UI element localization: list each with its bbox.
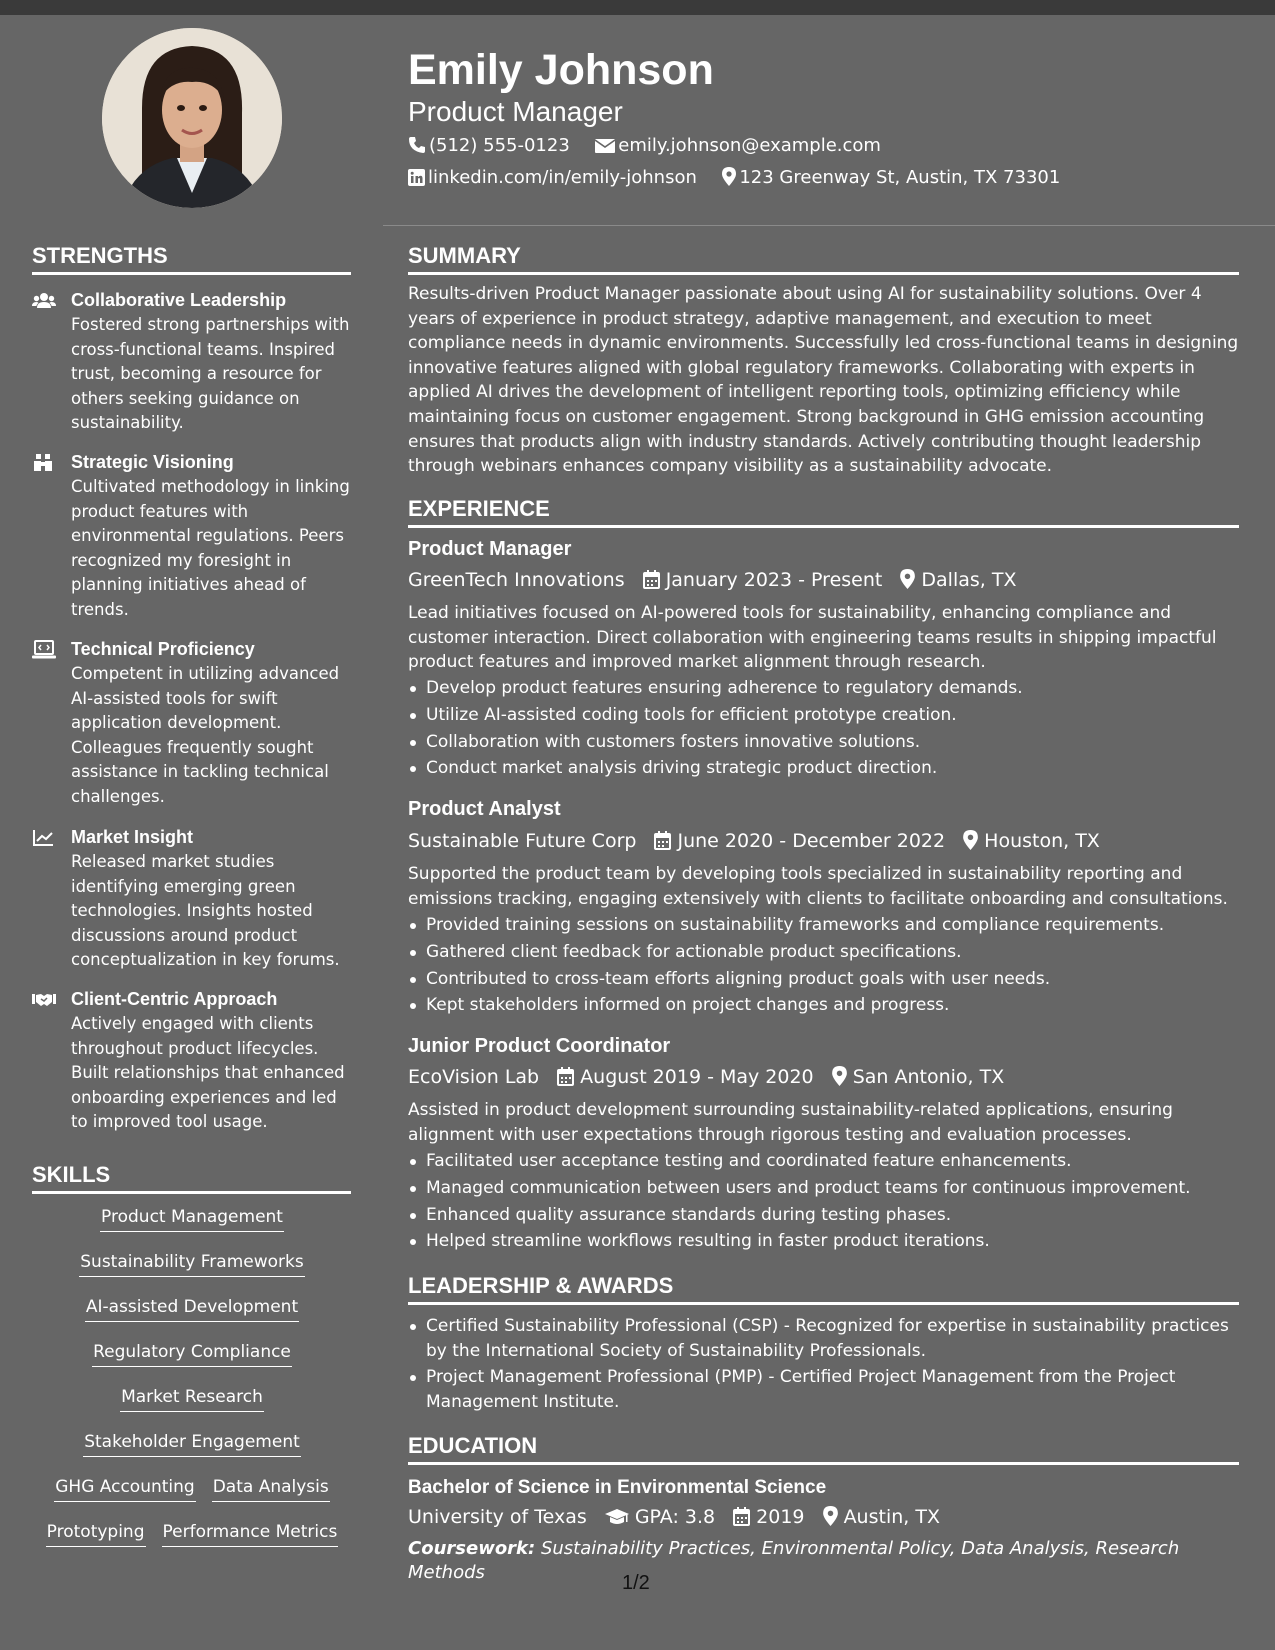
job-location: San Antonio, TX xyxy=(852,1066,1005,1088)
job-bullets xyxy=(408,912,1240,1019)
job-description: Lead initiatives focused on AI-powered tools for sustainability, enhancing compliance and customer interaction. Direct collaboration with engineering teams results in shipping impactful product features and improved market alignment through research. xyxy=(408,603,1217,673)
map-marker-icon xyxy=(963,830,978,850)
strength-title: Market Insight xyxy=(71,827,194,847)
company-name: EcoVision Lab xyxy=(408,1066,540,1088)
skills-list xyxy=(32,1205,352,1565)
school-name: University of Texas xyxy=(408,1506,587,1528)
email-link[interactable]: emily.johnson@example.com xyxy=(618,135,881,156)
job-location: Houston, TX xyxy=(984,830,1100,852)
list-item: Helped streamline workflows resulting in faster product iterations. xyxy=(408,1228,1240,1255)
strength-description: Competent in utilizing advanced AI-assisted tools for swift application development. Colleagues frequently sought assistance in tackling technical challenges. xyxy=(71,664,340,806)
binoculars-icon xyxy=(32,453,56,473)
top-bar xyxy=(0,0,1275,15)
company-name: GreenTech Innovations xyxy=(408,569,625,591)
map-marker-icon xyxy=(832,1066,847,1086)
calendar-icon xyxy=(643,570,660,589)
skill-tag: Sustainability Frameworks xyxy=(79,1250,304,1277)
calendar-icon xyxy=(557,1067,574,1086)
list-item: Kept stakeholders informed on project changes and progress. xyxy=(408,992,1240,1019)
strength-description: Cultivated methodology in linking product features with environmental regulations. Peers recognized my foresight in planning initiatives ahead of trends. xyxy=(71,477,350,619)
awards-list xyxy=(408,1314,1240,1416)
coursework-list: Sustainability Practices, Environmental Policy, Data Analysis, Research Methods xyxy=(408,1538,1180,1583)
skill-tag: Data Analysis xyxy=(212,1475,330,1502)
skill-tag: Product Management xyxy=(100,1205,284,1232)
list-item: Project Management Professional (PMP) - Certified Project Management from the Project Management Institute. xyxy=(408,1365,1240,1414)
phone-icon xyxy=(408,136,426,154)
job-bullets xyxy=(408,1148,1240,1255)
profile-name: Emily Johnson xyxy=(408,46,714,94)
map-marker-icon xyxy=(823,1506,838,1526)
job-location: Dallas, TX xyxy=(921,569,1017,591)
skill-tag: GHG Accounting xyxy=(54,1475,195,1502)
job-description: Assisted in product development surrounding sustainability-related applications, ensuring alignment with user expectations through rigorous testing and evaluation processes. xyxy=(408,1100,1173,1145)
strengths-heading: STRENGTHS xyxy=(32,243,351,275)
job-meta xyxy=(408,1065,1004,1089)
skill-tag: Market Research xyxy=(120,1385,264,1412)
header-divider xyxy=(383,225,1275,226)
skill-tag: AI-assisted Development xyxy=(85,1295,299,1322)
list-item: Develop product features ensuring adherence to regulatory demands. xyxy=(408,675,1240,702)
job-dates: June 2020 - December 2022 xyxy=(677,830,946,852)
coursework xyxy=(408,1537,1188,1585)
list-item: Collaboration with customers fosters innovative solutions. xyxy=(408,729,1240,756)
strength-title: Strategic Visioning xyxy=(71,452,234,472)
profile-title: Product Manager xyxy=(408,96,623,127)
awards-heading: LEADERSHIP & AWARDS xyxy=(408,1273,1239,1305)
handshake-icon xyxy=(32,990,56,1010)
degree-title: Bachelor of Science in Environmental Science xyxy=(408,1477,827,1498)
skills-heading: SKILLS xyxy=(32,1162,351,1194)
education-location: Austin, TX xyxy=(843,1506,940,1528)
strength-description: Released market studies identifying emerging green technologies. Insights hosted discussions around product conceptualization in key forums. xyxy=(71,852,340,970)
strength-description: Fostered strong partnerships with cross-functional teams. Inspired trust, becoming a resource for others seeking guidance on sustainability. xyxy=(71,315,350,433)
contact-row xyxy=(408,167,1060,189)
job-title: Junior Product Coordinator xyxy=(408,1035,671,1057)
skill-tag: Performance Metrics xyxy=(162,1520,339,1547)
job-meta xyxy=(408,829,1100,853)
summary-heading: SUMMARY xyxy=(408,243,1239,275)
job-dates: August 2019 - May 2020 xyxy=(580,1066,814,1088)
strength-description: Actively engaged with clients throughout product lifecycles. Built relationships that enhanced onboarding experiences and led to improved tool usage. xyxy=(71,1014,345,1132)
chart-line-icon xyxy=(32,828,56,848)
list-item: Utilize AI-assisted coding tools for efficient prototype creation. xyxy=(408,702,1240,729)
graduation-cap-icon xyxy=(605,1508,629,1526)
coursework-label: Coursework: xyxy=(408,1538,536,1559)
list-item: Managed communication between users and product teams for continuous improvement. xyxy=(408,1175,1240,1202)
list-item: Gathered client feedback for actionable product specifications. xyxy=(408,939,1240,966)
laptop-code-icon xyxy=(32,640,56,660)
job-dates: January 2023 - Present xyxy=(665,569,883,591)
phone-number[interactable]: (512) 555-0123 xyxy=(429,135,570,156)
skill-tag: Stakeholder Engagement xyxy=(83,1430,301,1457)
skill-tag: Regulatory Compliance xyxy=(92,1340,292,1367)
list-item: Enhanced quality assurance standards during testing phases. xyxy=(408,1202,1240,1229)
job-title: Product Analyst xyxy=(408,798,561,820)
calendar-icon xyxy=(733,1507,750,1526)
address: 123 Greenway St, Austin, TX 73301 xyxy=(739,167,1061,188)
calendar-icon xyxy=(654,831,671,850)
strength-title: Technical Proficiency xyxy=(71,639,255,659)
contact-row xyxy=(408,135,881,157)
list-item: Facilitated user acceptance testing and coordinated feature enhancements. xyxy=(408,1148,1240,1175)
profile-photo xyxy=(102,28,282,208)
job-meta xyxy=(408,568,1016,592)
map-marker-icon xyxy=(900,569,915,589)
experience-heading: EXPERIENCE xyxy=(408,496,1239,528)
linkedin-icon xyxy=(408,169,425,186)
gpa: GPA: 3.8 xyxy=(634,1506,716,1528)
page-number: 1/2 xyxy=(622,1572,650,1594)
summary-text: Results-driven Product Manager passionate about using AI for sustainability solutions. Over 4 years of experience in product strategy, adaptive management, and execution to meet compliance needs in dynamic environments. Successfully led cross-functional teams in designing innovative features aligned with global regulatory frameworks. Collaborating with experts in applied AI drives the development of intelligent reporting tools, optimizing efficiency while maintaining focus on customer engagement. Strong background in GHG emission accounting ensures that products align with industry standards. Actively contributing thought leadership through webinars enhances company visibility as a sustainability advocate. xyxy=(408,284,1239,477)
education-heading: EDUCATION xyxy=(408,1433,1239,1465)
strength-title: Collaborative Leadership xyxy=(71,290,287,310)
list-item: Certified Sustainability Professional (CSP) - Recognized for expertise in sustainability practices by the International Society of Sustainability Professionals. xyxy=(408,1314,1240,1363)
education-meta xyxy=(408,1505,940,1529)
list-item: Contributed to cross-team efforts aligning product goals with user needs. xyxy=(408,966,1240,993)
skill-tag: Prototyping xyxy=(46,1520,146,1547)
graduation-year: 2019 xyxy=(756,1506,805,1528)
list-item: Conduct market analysis driving strategic product direction. xyxy=(408,755,1240,782)
strength-title: Client-Centric Approach xyxy=(71,989,278,1009)
linkedin-link[interactable]: linkedin.com/in/emily-johnson xyxy=(428,167,697,188)
job-title: Product Manager xyxy=(408,538,572,560)
envelope-icon xyxy=(595,138,615,154)
map-marker-icon xyxy=(722,167,736,186)
company-name: Sustainable Future Corp xyxy=(408,830,637,852)
users-icon xyxy=(32,291,56,311)
job-bullets xyxy=(408,675,1240,782)
list-item: Provided training sessions on sustainability frameworks and compliance requirements. xyxy=(408,912,1240,939)
job-description: Supported the product team by developing tools specialized in sustainability reporting and emissions tracking, engaging extensively with clients to facilitate onboarding and consultations. xyxy=(408,864,1228,909)
